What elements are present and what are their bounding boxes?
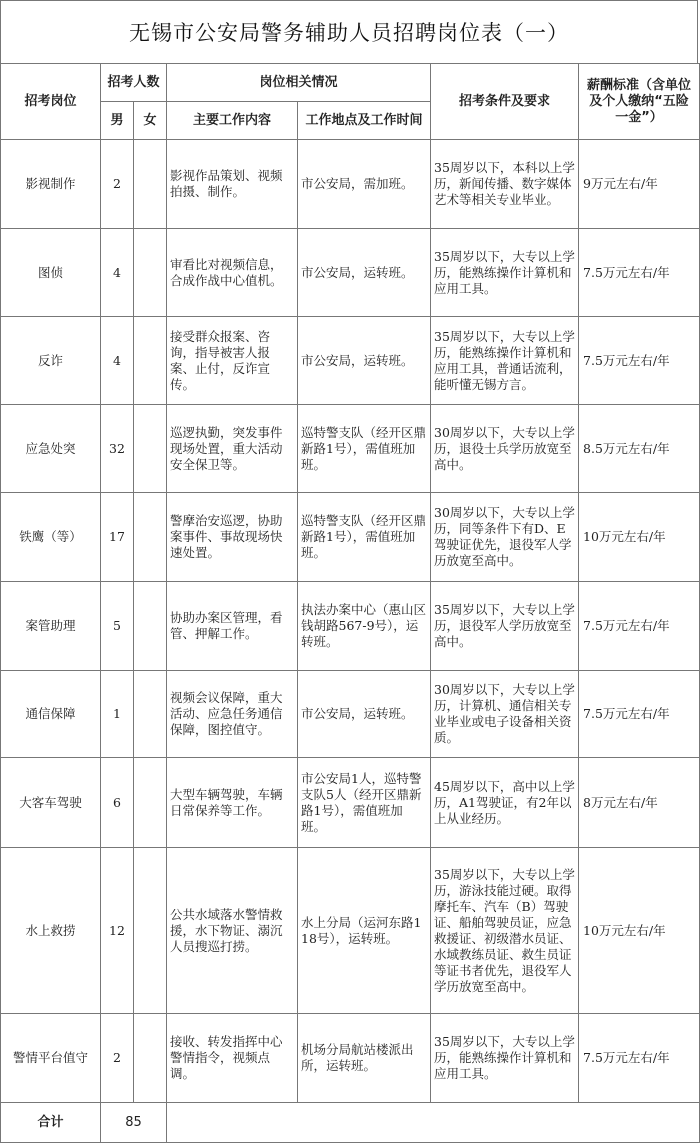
salary-cell: 7.5万元左右/年 [579,317,700,405]
female-count-cell [134,229,167,317]
table-row [1,848,700,1014]
total-value: 85 [101,1103,167,1143]
work-content-cell: 影视作品策划、视频拍摄、制作。 [167,140,298,229]
total-row [1,1103,700,1143]
position-cell: 铁鹰（等） [1,493,101,582]
requirements-cell: 30周岁以下，大专以上学历，同等条件下有D、E驾驶证优先，退役军人学历放宽至高中。 [431,493,579,582]
page-title: 无锡市公安局警务辅助人员招聘岗位表（一） [0,0,698,64]
requirements-cell: 35周岁以下，大专以上学历，能熟练操作计算机和应用工具，普通话流利，能听懂无锡方言。 [431,317,579,405]
salary-cell: 7.5万元左右/年 [579,1014,700,1103]
work-location-cell: 市公安局1人，巡特警支队5人（经开区鼎新路1号），需值班加班。 [298,758,431,848]
female-count-cell [134,317,167,405]
female-count-cell [134,671,167,758]
male-count-cell: 5 [101,582,134,671]
table-row [1,317,700,405]
male-count-cell: 6 [101,758,134,848]
work-location-cell: 市公安局，需加班。 [298,140,431,229]
table-row [1,758,700,848]
position-cell: 警情平台值守 [1,1014,101,1103]
requirements-cell: 35周岁以下，大专以上学历，退役军人学历放宽至高中。 [431,582,579,671]
requirements-cell: 35周岁以下，大专以上学历，能熟练操作计算机和应用工具。 [431,1014,579,1103]
position-cell: 反诈 [1,317,101,405]
work-location-cell: 水上分局（运河东路118号），运转班。 [298,848,431,1014]
work-location-cell: 市公安局，运转班。 [298,229,431,317]
header-work-location: 工作地点及工作时间 [298,102,431,140]
header-count: 招考人数 [101,64,167,102]
requirements-cell: 30周岁以下，大专以上学历，计算机、通信相关专业毕业或电子设备相关资质。 [431,671,579,758]
position-cell: 图侦 [1,229,101,317]
work-content-cell: 大型车辆驾驶，车辆日常保养等工作。 [167,758,298,848]
requirements-cell: 35周岁以下，本科以上学历，新闻传播、数字媒体艺术等相关专业毕业。 [431,140,579,229]
work-content-cell: 审看比对视频信息，合成作战中心值机。 [167,229,298,317]
header-requirements: 招考条件及要求 [431,64,579,140]
salary-cell: 9万元左右/年 [579,140,700,229]
table-row [1,1014,700,1103]
salary-cell: 8.5万元左右/年 [579,405,700,493]
requirements-cell: 30周岁以下，大专以上学历，退役士兵学历放宽至高中。 [431,405,579,493]
header-salary: 薪酬标准（含单位及个人缴纳“五险一金”） [579,64,700,140]
work-content-cell: 视频会议保障，重大活动、应急任务通信保障，图控值守。 [167,671,298,758]
work-location-cell: 巡特警支队（经开区鼎新路1号），需值班加班。 [298,493,431,582]
table-row [1,229,700,317]
work-content-cell: 接收、转发指挥中心警情指令，视频点调。 [167,1014,298,1103]
salary-cell: 10万元左右/年 [579,493,700,582]
salary-cell: 7.5万元左右/年 [579,582,700,671]
work-location-cell: 市公安局，运转班。 [298,317,431,405]
header-job-info: 岗位相关情况 [167,64,431,102]
table-row [1,671,700,758]
female-count-cell [134,140,167,229]
table-row [1,140,700,229]
header-work-content: 主要工作内容 [167,102,298,140]
header-position: 招考岗位 [1,64,101,140]
male-count-cell: 17 [101,493,134,582]
salary-cell: 10万元左右/年 [579,848,700,1014]
male-count-cell: 4 [101,229,134,317]
salary-cell: 7.5万元左右/年 [579,671,700,758]
position-cell: 影视制作 [1,140,101,229]
work-content-cell: 警摩治安巡逻，协助案事件、事故现场快速处置。 [167,493,298,582]
work-content-cell: 接受群众报案、咨询，指导被害人报案、止付，反诈宣传。 [167,317,298,405]
position-cell: 水上救捞 [1,848,101,1014]
male-count-cell: 2 [101,1014,134,1103]
header-female: 女 [134,102,167,140]
recruitment-table [0,63,700,1143]
table-row [1,405,700,493]
requirements-cell: 45周岁以下，高中以上学历，A1驾驶证，有2年以上从业经历。 [431,758,579,848]
female-count-cell [134,582,167,671]
female-count-cell [134,1014,167,1103]
position-cell: 案管助理 [1,582,101,671]
total-label: 合计 [1,1103,101,1143]
work-location-cell: 市公安局，运转班。 [298,671,431,758]
female-count-cell [134,493,167,582]
male-count-cell: 12 [101,848,134,1014]
requirements-cell: 35周岁以下，大专以上学历，能熟练操作计算机和应用工具。 [431,229,579,317]
female-count-cell [134,758,167,848]
table-row [1,493,700,582]
header-male: 男 [101,102,134,140]
work-location-cell: 机场分局航站楼派出所，运转班。 [298,1014,431,1103]
table-row [1,582,700,671]
total-empty [167,1103,700,1143]
female-count-cell [134,848,167,1014]
male-count-cell: 32 [101,405,134,493]
work-content-cell: 公共水域落水警情救援，水下物证、溺沉人员搜巡打捞。 [167,848,298,1014]
salary-cell: 8万元左右/年 [579,758,700,848]
work-content-cell: 巡逻执勤，突发事件现场处置，重大活动安全保卫等。 [167,405,298,493]
table-body [1,140,700,1143]
work-content-cell: 协助办案区管理，看管、押解工作。 [167,582,298,671]
male-count-cell: 1 [101,671,134,758]
male-count-cell: 2 [101,140,134,229]
position-cell: 通信保障 [1,671,101,758]
work-location-cell: 执法办案中心（惠山区钱胡路567-9号），运转班。 [298,582,431,671]
female-count-cell [134,405,167,493]
salary-cell: 7.5万元左右/年 [579,229,700,317]
position-cell: 应急处突 [1,405,101,493]
requirements-cell: 35周岁以下，大专以上学历，游泳技能过硬。取得摩托车、汽车（B）驾驶证、船舶驾驶员证，应急救援证、初级潜水员证、水域教练员证、救生员证等证书者优先，退役军人学历放宽至高中。 [431,848,579,1014]
male-count-cell: 4 [101,317,134,405]
position-cell: 大客车驾驶 [1,758,101,848]
work-location-cell: 巡特警支队（经开区鼎新路1号），需值班加班。 [298,405,431,493]
